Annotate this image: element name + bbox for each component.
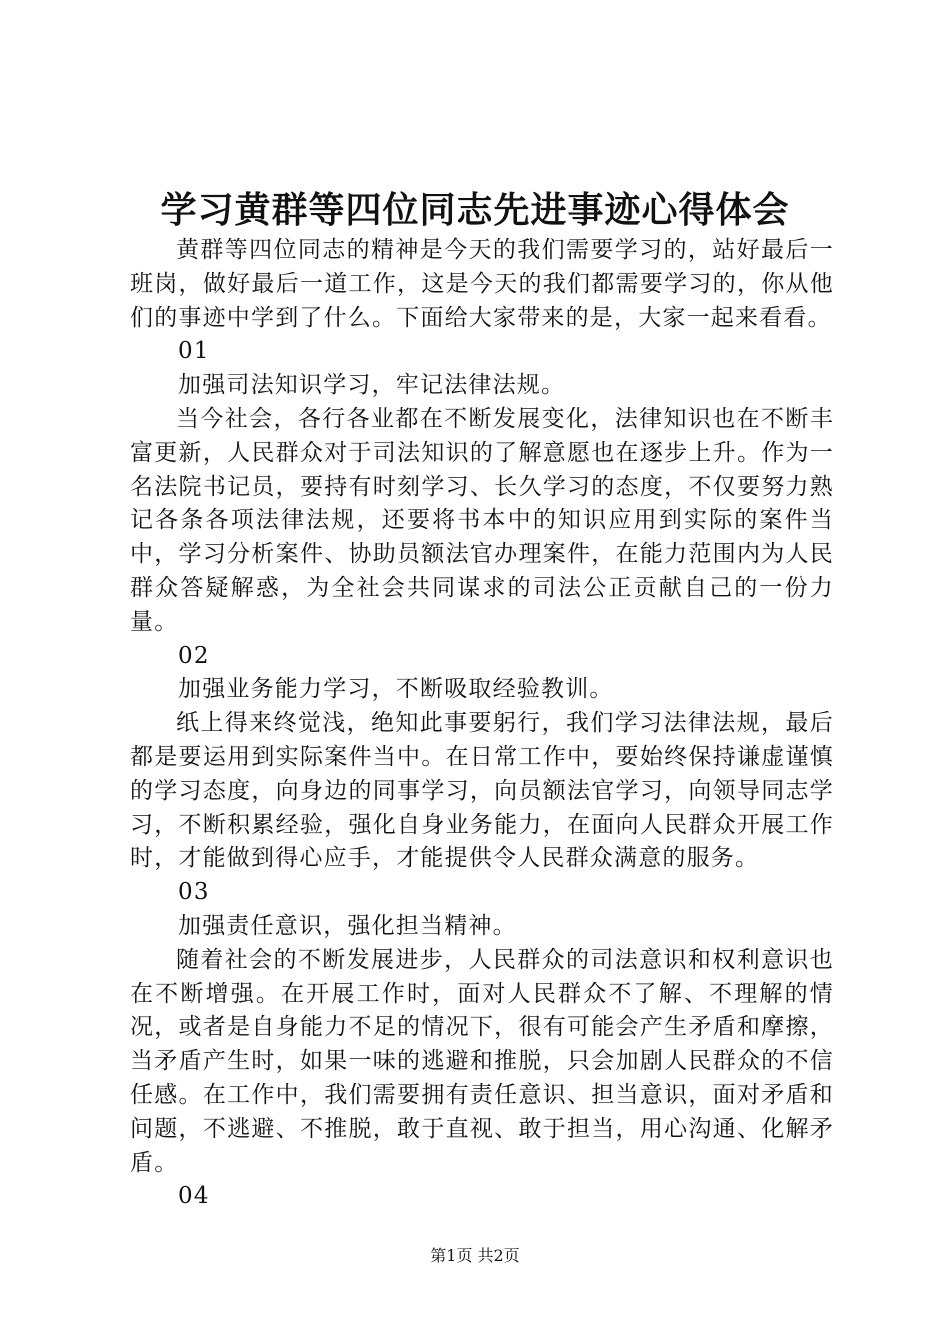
document-body [130,234,834,1214]
section-heading: 加强责任意识，强化担当精神。 [178,912,517,939]
section-heading: 加强业务能力学习，不断吸取经验教训。 [178,676,614,703]
page-total: 共2页 [477,1246,520,1265]
section-paragraph: 随着社会的不断发展进步，人民群众的司法意识和权利意识也在不断增强。在开展工作时，面对人民群众不了解、不理解的情况，或者是自身能力不足的情况下，很有可能会产生矛盾和摩擦，当矛盾产生时，如果一味的逃避和推脱，只会加剧人民群众的不信任感。在工作中，我们需要拥有责任意识、担当意识，面对矛盾和问题，不逃避、不推脱，敢于直视、敢于担当，用心沟通、化解矛盾。 [130,946,834,1176]
section-number: 04 [178,1183,210,1210]
document-title: 学习黄群等四位同志先进事迹心得体会 [160,189,790,231]
intro-paragraph: 黄群等四位同志的精神是今天的我们需要学习的，站好最后一班岗，做好最后一道工作，这是今天的我们都需要学习的，你从他们的事迹中学到了什么。下面给大家带来的是，大家一起来看看。 [130,237,834,331]
section-paragraph: 当今社会，各行各业都在不断发展变化，法律知识也在不断丰富更新，人民群众对于司法知识的了解意愿也在逐步上升。作为一名法院书记员，要持有时刻学习、长久学习的态度，不仅要努力熟记各条各项法律法规，还要将书本中的知识应用到实际的案件当中，学习分析案件、协助员额法官办理案件，在能力范围内为人民群众答疑解惑，为全社会共同谋求的司法公正贡献自己的一份力量。 [130,405,834,635]
page-footer [0,1245,950,1267]
page-number: 第1页 [430,1246,473,1265]
section-number: 02 [178,642,210,669]
section-number: 03 [178,879,210,906]
section-heading: 加强司法知识学习，牢记法律法规。 [178,372,566,399]
section-paragraph: 纸上得来终觉浅，绝知此事要躬行，我们学习法律法规，最后都是要运用到实际案件当中。在日常工作中，要始终保持谦虚谨慎的学习态度，向身边的同事学习，向员额法官学习，向领导同志学习，不断积累经验，强化自身业务能力，在面向人民群众开展工作时，才能做到得心应手，才能提供令人民群众满意的服务。 [130,710,834,872]
section-number: 01 [178,338,210,365]
